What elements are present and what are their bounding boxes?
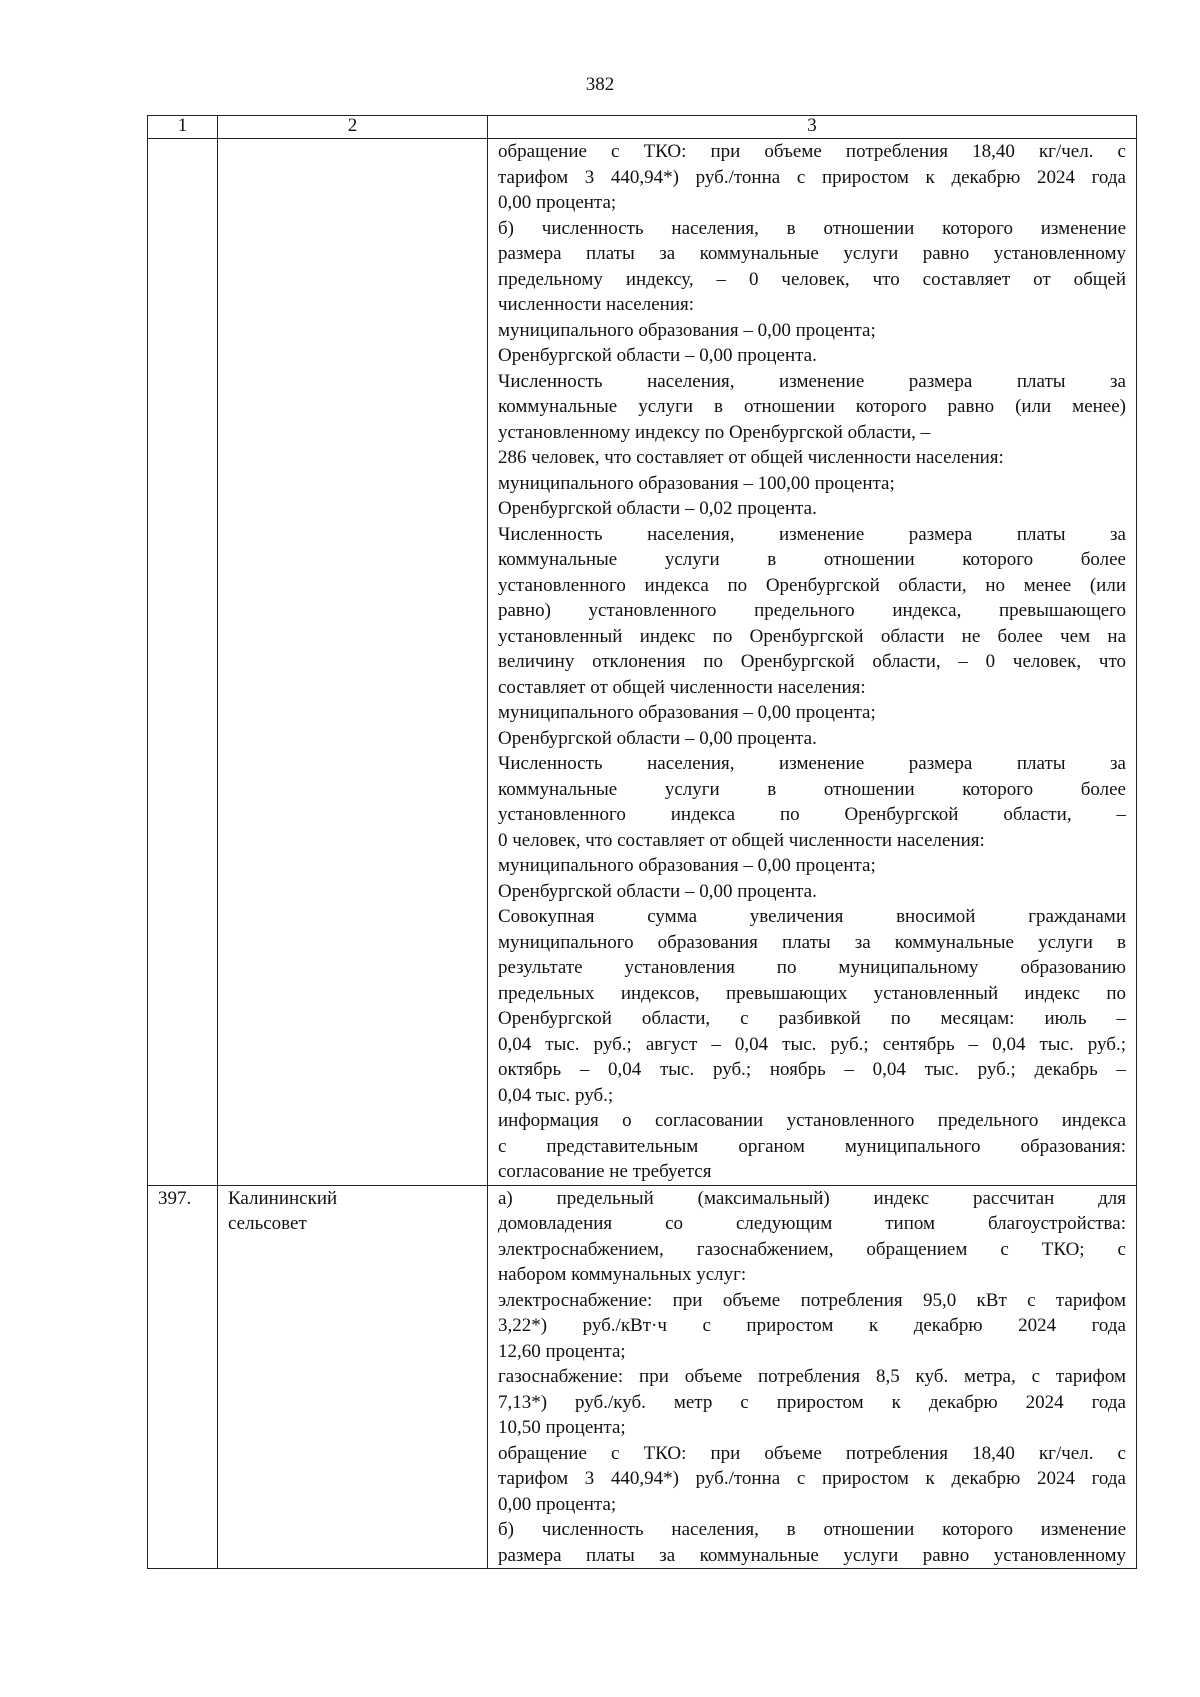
- row1-text-lines: [498, 139, 1126, 1185]
- text-line: согласование не требуется: [498, 1161, 712, 1182]
- row1-number-cell: [148, 139, 218, 1186]
- header-col-3: 3: [488, 116, 1137, 139]
- text-line: численности населения:: [498, 294, 695, 315]
- text-line: размера платы за коммунальные услуги равно установленному: [498, 243, 1126, 264]
- text-line: предельных индексов, превышающих установленный индекс по: [498, 982, 1126, 1004]
- text-line: б) численность населения, в отношении которого изменение: [498, 217, 1126, 239]
- text-line: Численность населения, изменение размера платы за: [498, 523, 1126, 545]
- index-table: [147, 115, 1137, 1569]
- text-line: Численность населения, изменение размера платы за: [498, 370, 1126, 392]
- text-line: 0,00 процента;: [498, 192, 617, 213]
- municipality-name-line1: Калининский: [228, 1187, 338, 1209]
- text-line: 7,13*) руб./куб. метр с приростом к декабрю 2024 года: [498, 1391, 1126, 1413]
- text-line: установленного индекса по Оренбургской области, –: [498, 804, 1126, 825]
- text-line: результате установления по муниципальному образованию: [498, 957, 1126, 978]
- header-col-2: 2: [218, 116, 488, 139]
- page-number: 382: [585, 74, 615, 95]
- text-line: б) численность населения, в отношении которого изменение: [498, 1519, 1126, 1540]
- text-line: коммунальные услуги в отношении которого более: [498, 778, 1126, 800]
- text-line: Оренбургской области – 0,00 процента.: [498, 880, 817, 902]
- municipality-name-line2: сельсовет: [228, 1213, 307, 1234]
- text-line: 12,60 процента;: [498, 1340, 626, 1362]
- text-line: величину отклонения по Оренбургской области, – 0 человек, что: [498, 651, 1126, 672]
- text-line: размера платы за коммунальные услуги равно установленному: [498, 1544, 1126, 1566]
- text-line: Оренбургской области – 0,00 процента.: [498, 345, 817, 366]
- text-line: муниципального образования – 0,00 процента;: [498, 855, 876, 876]
- text-line: коммунальные услуги в отношении которого равно (или менее): [498, 396, 1126, 417]
- row2-name-cell: [218, 1185, 488, 1569]
- row2-text-lines: [498, 1186, 1126, 1569]
- text-line: Оренбургской области, с разбивкой по месяцам: июль –: [498, 1008, 1126, 1029]
- header-col-1: 1: [148, 116, 218, 139]
- text-line: муниципального образования платы за коммунальные услуги в: [498, 931, 1126, 953]
- table-header-row: [148, 116, 1137, 139]
- text-line: установленного индекса по Оренбургской области, но менее (или: [498, 574, 1126, 596]
- row2-number-cell: [148, 1185, 218, 1569]
- text-line: Совокупная сумма увеличения вносимой гражданами: [498, 906, 1126, 927]
- text-line: с представительным органом муниципального образования:: [498, 1135, 1126, 1157]
- text-line: набором коммунальных услуг:: [498, 1264, 747, 1285]
- row1-text-cell: [488, 139, 1137, 1186]
- text-line: муниципального образования – 100,00 процента;: [498, 472, 895, 494]
- table-row-397: [148, 1185, 1137, 1569]
- text-line: предельному индексу, – 0 человек, что составляет от общей: [498, 268, 1126, 290]
- row-number: 397.: [158, 1187, 192, 1209]
- table-row-continuation: [148, 139, 1137, 1186]
- text-line: коммунальные услуги в отношении которого более: [498, 549, 1126, 570]
- text-line: газоснабжение: при объеме потребления 8,5 куб. метра, с тарифом: [498, 1366, 1126, 1387]
- text-line: электроснабжение: при объеме потребления 95,0 кВт с тарифом: [498, 1289, 1126, 1311]
- text-line: установленному индексу по Оренбургской области, –: [498, 421, 931, 443]
- text-line: 3,22*) руб./кВт·ч с приростом к декабрю 2024 года: [498, 1315, 1126, 1336]
- text-line: равно) установленного предельного индекса, превышающего: [498, 600, 1126, 621]
- text-line: 286 человек, что составляет от общей численности населения:: [498, 447, 1004, 468]
- text-line: электроснабжением, газоснабжением, обращением с ТКО; с: [498, 1238, 1126, 1260]
- text-line: 0,04 тыс. руб.;: [498, 1084, 614, 1106]
- text-line: муниципального образования – 0,00 процента;: [498, 319, 876, 341]
- text-line: 10,50 процента;: [498, 1417, 626, 1438]
- text-line: Оренбургской области – 0,00 процента.: [498, 727, 817, 749]
- text-line: 0,00 процента;: [498, 1493, 617, 1515]
- text-line: 0 человек, что составляет от общей численности населения:: [498, 829, 985, 851]
- text-line: домовладения со следующим типом благоустройства:: [498, 1213, 1126, 1234]
- text-line: муниципального образования – 0,00 процента;: [498, 702, 876, 723]
- text-line: установленный индекс по Оренбургской области не более чем на: [498, 625, 1126, 647]
- text-line: обращение с ТКО: при объеме потребления 18,40 кг/чел. с: [498, 141, 1126, 162]
- text-line: 0,04 тыс. руб.; август – 0,04 тыс. руб.; сентябрь – 0,04 тыс. руб.;: [498, 1033, 1126, 1055]
- text-line: тарифом 3 440,94*) руб./тонна с приростом к декабрю 2024 года: [498, 1468, 1126, 1489]
- row2-text-cell: [488, 1185, 1137, 1569]
- text-line: Оренбургской области – 0,02 процента.: [498, 498, 817, 519]
- text-line: составляет от общей численности населения:: [498, 676, 866, 698]
- text-line: а) предельный (максимальный) индекс рассчитан для: [498, 1187, 1126, 1209]
- text-line: обращение с ТКО: при объеме потребления 18,40 кг/чел. с: [498, 1442, 1126, 1464]
- text-line: октябрь – 0,04 тыс. руб.; ноябрь – 0,04 тыс. руб.; декабрь –: [498, 1059, 1126, 1080]
- row1-name-cell: [218, 139, 488, 1186]
- text-line: Численность населения, изменение размера платы за: [498, 753, 1126, 774]
- text-line: информация о согласовании установленного предельного индекса: [498, 1110, 1126, 1131]
- text-line: тарифом 3 440,94*) руб./тонна с приростом к декабрю 2024 года: [498, 166, 1126, 188]
